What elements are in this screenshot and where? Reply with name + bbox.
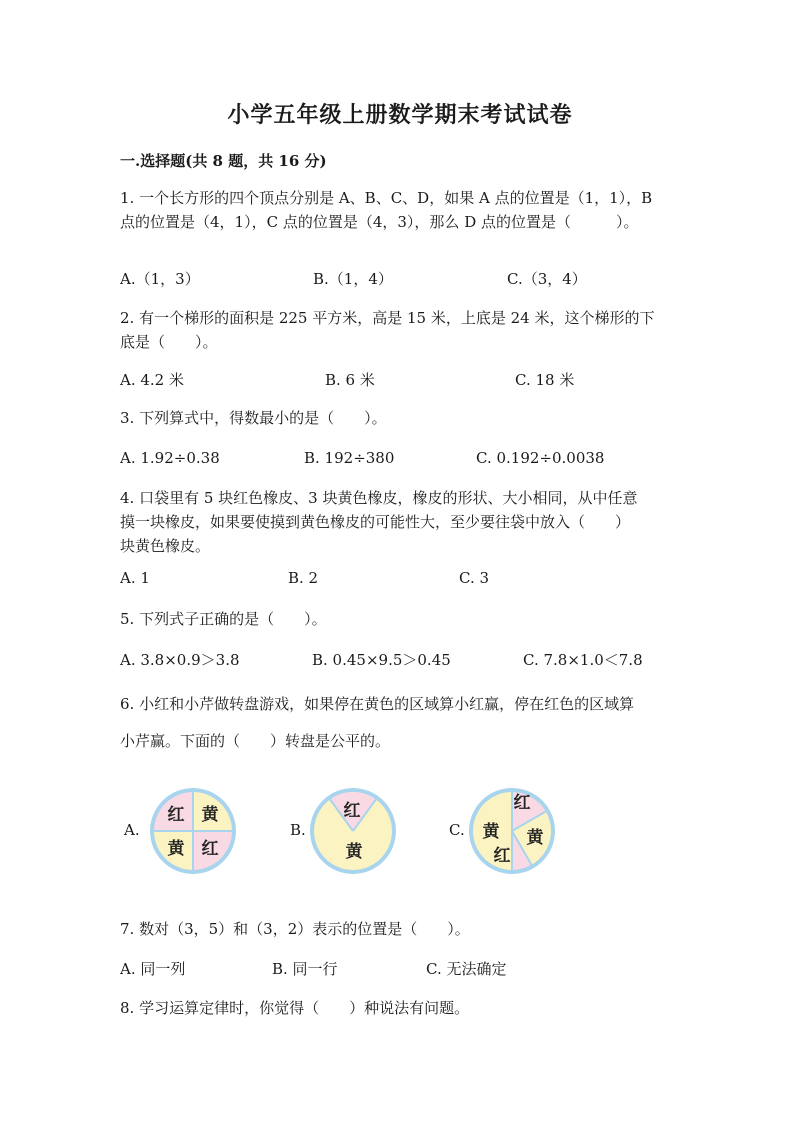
- question-5-option-a[interactable]: A. 3.8×0.9＞3.8: [120, 651, 240, 669]
- question-1-option-b[interactable]: B.（1，4）: [313, 270, 393, 288]
- spinner-c-label-red-1: 红: [513, 793, 531, 813]
- question-3-text: 3. 下列算式中，得数最小的是（ ）。: [120, 409, 387, 427]
- spinner-c-label-red-2: 红: [493, 846, 511, 866]
- spinner-a-label-yellow-1: 黄: [201, 805, 219, 825]
- question-7-option-a[interactable]: A. 同一列: [120, 960, 186, 978]
- spinner-b-label-red: 红: [343, 801, 361, 821]
- question-2-option-a[interactable]: A. 4.2 米: [120, 371, 184, 389]
- question-5-option-b[interactable]: B. 0.45×9.5＞0.45: [312, 651, 451, 669]
- question-1-text: 1. 一个长方形的四个顶点分别是 A、B、C、D，如果 A 点的位置是（1，1），B 点的位置是（4，1），C 点的位置是（4，3），那么 D 点的位置是（ ）。: [120, 189, 653, 231]
- spinner-a: [148, 786, 238, 876]
- question-1-option-c[interactable]: C.（3，4）: [507, 270, 587, 288]
- question-4-option-b[interactable]: B. 2: [288, 569, 319, 587]
- question-2-text: 2. 有一个梯形的面积是 225 平方米，高是 15 米，上底是 24 米，这个梯形的下 底是（ ）。: [120, 309, 655, 351]
- spinner-a-label-red-2: 红: [201, 839, 219, 859]
- question-7-text: 7. 数对（3，5）和（3，2）表示的位置是（ ）。: [120, 920, 470, 938]
- spinner-c: [467, 786, 557, 876]
- page-title: 小学五年级上册数学期末考试试卷: [227, 102, 573, 128]
- spinner-a-label-red-1: 红: [167, 805, 185, 825]
- question-8-text: 8. 学习运算定律时，你觉得（ ）种说法有问题。: [120, 999, 470, 1017]
- spinner-a-label-yellow-2: 黄: [167, 839, 185, 859]
- question-6-option-a[interactable]: A.: [124, 821, 140, 839]
- question-4-option-c[interactable]: C. 3: [459, 569, 490, 587]
- question-1-option-a[interactable]: A.（1，3）: [120, 270, 200, 288]
- question-5-option-c[interactable]: C. 7.8×1.0＜7.8: [523, 651, 643, 669]
- spinner-b: [308, 786, 398, 876]
- question-4-option-a[interactable]: A. 1: [120, 569, 150, 587]
- question-5-text: 5. 下列式子正确的是（ ）。: [120, 610, 327, 628]
- question-7-option-b[interactable]: B. 同一行: [272, 960, 338, 978]
- question-7-option-c[interactable]: C. 无法确定: [426, 960, 507, 978]
- question-4-text: 4. 口袋里有 5 块红色橡皮、3 块黄色橡皮，橡皮的形状、大小相同，从中任意 摸一块橡皮，如果要使摸到黄色橡皮的可能性大，至少要往袋中放入（ ） 块黄色橡皮。: [120, 489, 638, 555]
- spinner-c-label-yellow-1: 黄: [482, 822, 500, 842]
- question-3-option-b[interactable]: B. 192÷380: [304, 449, 395, 467]
- question-3-option-a[interactable]: A. 1.92÷0.38: [120, 449, 220, 467]
- spinner-c-label-yellow-2: 黄: [526, 828, 544, 848]
- section-heading: 一.选择题(共 8 题，共 16 分): [120, 152, 327, 170]
- question-3-option-c[interactable]: C. 0.192÷0.0038: [476, 449, 605, 467]
- question-2-option-b[interactable]: B. 6 米: [325, 371, 375, 389]
- question-6-option-b[interactable]: B.: [290, 821, 306, 839]
- spinner-b-label-yellow: 黄: [345, 842, 363, 862]
- question-2-option-c[interactable]: C. 18 米: [515, 371, 575, 389]
- question-6-text: 6. 小红和小芹做转盘游戏，如果停在黄色的区域算小红赢，停在红色的区域算 小芹赢。下面的（ ）转盘是公平的。: [120, 695, 635, 750]
- question-6-option-c[interactable]: C.: [449, 821, 465, 839]
